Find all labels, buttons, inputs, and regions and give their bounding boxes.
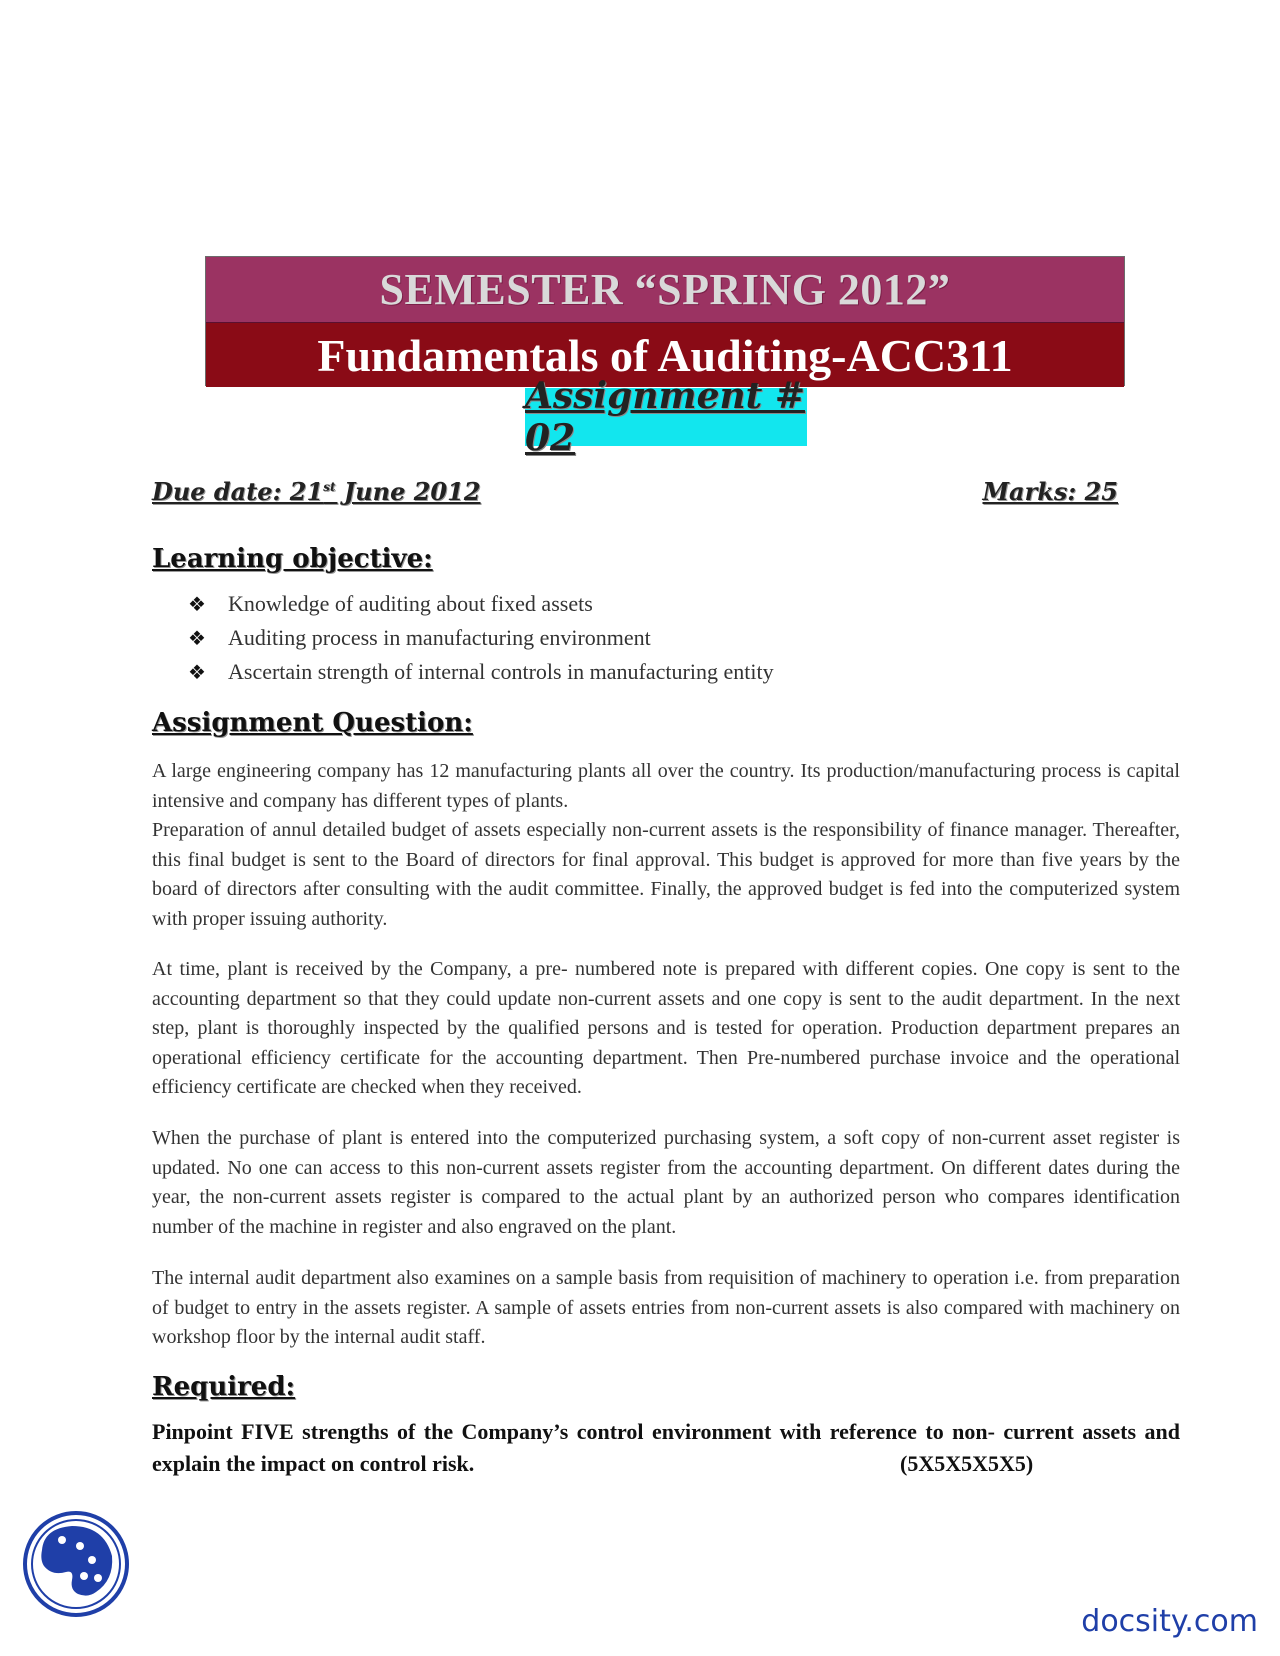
required-text: Pinpoint FIVE strengths of the Company’s control environment with reference to non- current assets and explain the impact on control risk. — [152, 1419, 1180, 1476]
question-paragraph-4: When the purchase of plant is entered into the computerized purchasing system, a soft copy of non-current asset register is updated. No one can access to this non-current assets register from the accounting department. On different dates during the year, the non-current assets register is compared to the actual plant by an authorized person who compares identification number of the machine in register and also engraved on the plant. — [152, 1127, 1180, 1238]
docsity-brand[interactable]: docsity.com — [1081, 1604, 1258, 1639]
list-item — [188, 621, 774, 655]
marks: Marks: 25 — [982, 477, 1118, 506]
semester-bar — [206, 257, 1124, 323]
title-banner — [205, 256, 1125, 386]
required-heading: Required: — [152, 1372, 296, 1402]
assignment-number: Assignment # 02 — [525, 375, 805, 459]
learning-objective-heading: Learning objective: — [152, 544, 433, 574]
due-date — [152, 477, 481, 506]
objective-text: Knowledge of auditing about fixed assets — [228, 591, 593, 616]
list-item — [188, 587, 774, 621]
required-text-block — [152, 1416, 1180, 1480]
question-paragraph-2: Preparation of annul detailed budget of assets especially non-current assets is the responsibility of finance manager. Thereafter, this final budget is sent to the Board of directors for final approval. This budget is approved for more than five years by the board of directors after consulting with the audit committee. Finally, the approved budget is fed into the computerized system with proper issuing authority. — [152, 819, 1180, 930]
marks-breakdown: (5X5X5X5X5) — [900, 1451, 1034, 1476]
list-item — [188, 655, 774, 689]
diamond-bullet-icon: ❖ — [188, 660, 206, 684]
assignment-number-box — [525, 375, 807, 459]
docsity-logo-icon — [22, 1510, 130, 1618]
due-date-rest: June 2012 — [335, 477, 481, 506]
due-date-suffix: st — [323, 480, 336, 494]
objective-text: Auditing process in manufacturing environment — [228, 625, 651, 650]
diamond-bullet-icon: ❖ — [188, 626, 206, 650]
objective-text: Ascertain strength of internal controls in manufacturing entity — [228, 659, 774, 684]
question-paragraph-3: At time, plant is received by the Company, a pre- numbered note is prepared with different copies. One copy is sent to the accounting department so that they could update non-current assets and one copy is sent to the audit department. In the next step, plant is thoroughly inspected by the qualified persons and is tested for operation. Production department prepares an operational efficiency certificate for the accounting department. Then Pre-numbered purchase invoice and the operational efficiency certificate are checked when they received. — [152, 958, 1180, 1098]
question-paragraph-5: The internal audit department also examines on a sample basis from requisition of machinery to operation i.e. from preparation of budget to entry in the assets register. A sample of assets entries from non-current assets is also compared with machinery on workshop floor by the internal audit staff. — [152, 1267, 1180, 1348]
assignment-question-heading: Assignment Question: — [152, 708, 473, 738]
semester-title: SEMESTER “SPRING 2012” — [379, 265, 951, 314]
objectives-list — [188, 587, 774, 689]
course-title: Fundamentals of Auditing-ACC311 — [317, 329, 1013, 381]
question-paragraph-1: A large engineering company has 12 manufacturing plants all over the country. Its production/manufacturing process is capital intensive and company has different types of plants. — [152, 760, 1180, 812]
diamond-bullet-icon: ❖ — [188, 592, 206, 616]
due-date-label: Due date: 21 — [152, 477, 324, 506]
